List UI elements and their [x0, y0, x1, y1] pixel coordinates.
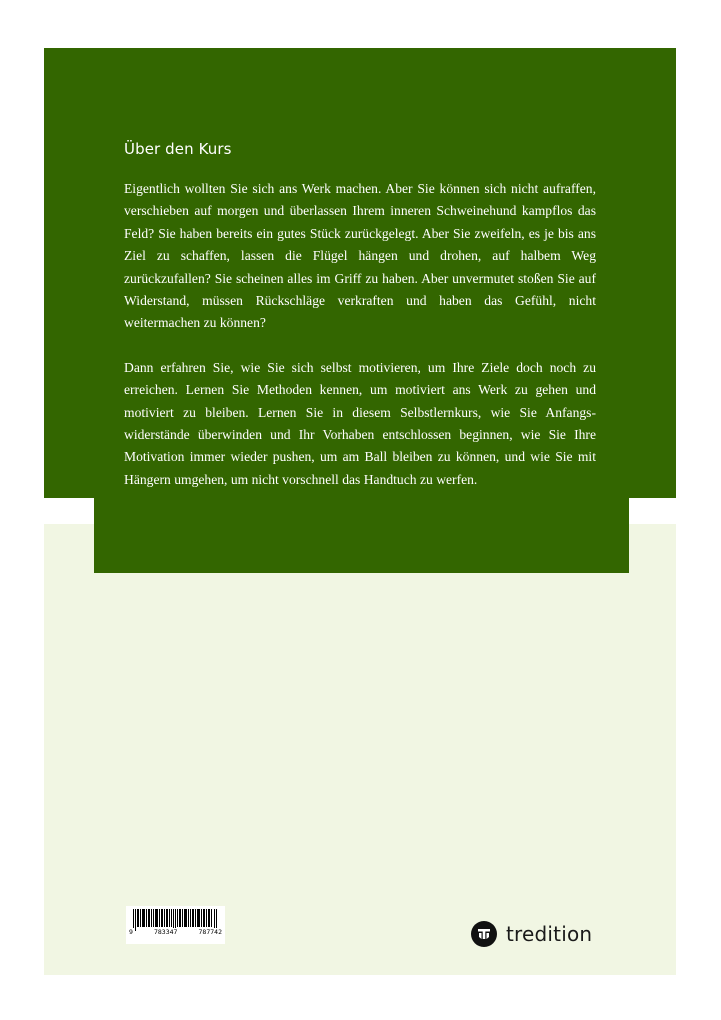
tredition-logo-icon [471, 921, 497, 947]
barcode-group-right: 787742 [198, 928, 222, 936]
course-description [124, 140, 596, 513]
section-heading: Über den Kurs [124, 140, 232, 158]
barcode-first-digit: 9 [129, 928, 133, 936]
publisher-name: tredition [506, 922, 593, 946]
isbn-barcode [126, 906, 225, 944]
barcode-digits [128, 928, 223, 936]
barcode-group-left: 783347 [153, 928, 178, 936]
publisher-logo [471, 920, 592, 948]
description-paragraph-1: Eigentlich wollten Sie sich ans Werk machen. Aber Sie können sich nicht aufraffen, verschieben auf morgen und überlassen Ihrem inneren Schweinehund kampflos das Feld? Sie haben bereits ein gutes Stück zurückgelegt. Aber Sie zweifeln, es je bis ans Ziel zu schaffen, lassen die Flügel hängen und drohen, auf halbem Weg zurückzufallen? Sie scheinen alles im Griff zu haben. Aber unvermutet stoßen Sie auf Widerstand, müssen Rückschläge verkraften und haben das Gefühl, nicht weitermachen zu können? [124, 181, 596, 331]
description-paragraph-2: Dann erfahren Sie, wie Sie sich selbst motivieren, um Ihre Ziele doch noch zu erreichen. Lernen Sie Methoden kennen, um motiviert ans Werk zu gehen und motiviert zu bleiben. Lernen Sie in diesem Selbstlernkurs, wie Sie Anfangswiderstände überwinden und Ihr Vorhaben entschlossen beginnen, wie Sie Ihre Motivation immer wieder pushen, um am Ball bleiben zu können, und wie Sie mit Hängern umgehen, um nicht vorschnell das Handtuch zu werfen. [124, 359, 596, 487]
